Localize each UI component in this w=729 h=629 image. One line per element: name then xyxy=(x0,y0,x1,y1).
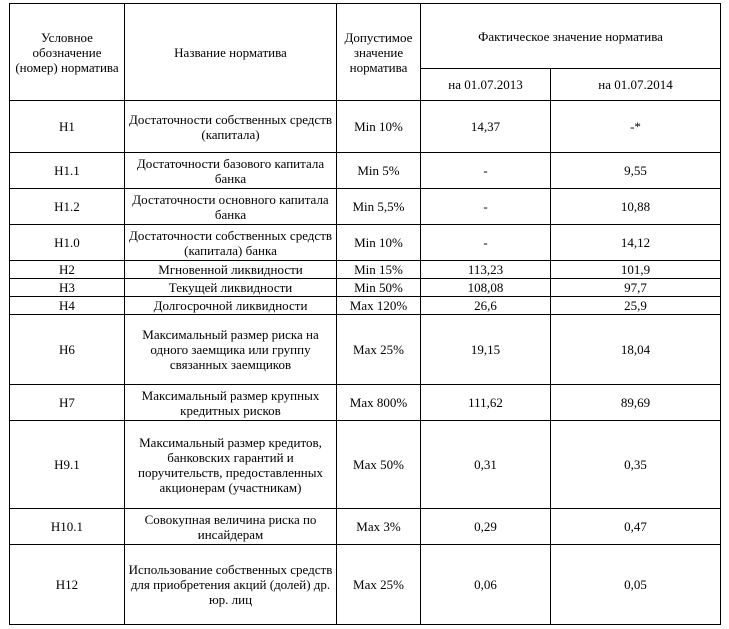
allowed-cell: Max 3% xyxy=(337,509,421,545)
value-2013-cell: - xyxy=(421,189,551,225)
value-2013-cell: 14,37 xyxy=(421,101,551,153)
value-2014-cell: 18,04 xyxy=(551,315,721,385)
table-row xyxy=(10,297,721,315)
header-allowed-cell: Допустимое значение норматива xyxy=(337,4,421,101)
allowed-cell: Max 25% xyxy=(337,315,421,385)
header-code-cell: Условное обозначение (номер) норматива xyxy=(10,4,125,101)
table-row xyxy=(10,545,721,625)
header-row xyxy=(10,4,721,69)
name-cell: Максимальный размер крупных кредитных рисков xyxy=(125,385,337,421)
name-cell: Достаточности основного капитала банка xyxy=(125,189,337,225)
code-cell: Н1.2 xyxy=(10,189,125,225)
header-date-2014: на 01.07.2014 xyxy=(551,69,721,101)
table-row xyxy=(10,421,721,509)
name-cell: Совокупная величина риска по инсайдерам xyxy=(125,509,337,545)
value-2014-cell: 0,35 xyxy=(551,421,721,509)
table-row xyxy=(10,225,721,261)
value-2014-cell: 0,05 xyxy=(551,545,721,625)
value-2013-cell: 26,6 xyxy=(421,297,551,315)
value-2014-cell: -* xyxy=(551,101,721,153)
value-2014-cell: 9,55 xyxy=(551,153,721,189)
table-row xyxy=(10,315,721,385)
value-2013-cell: - xyxy=(421,153,551,189)
value-2014-cell: 14,12 xyxy=(551,225,721,261)
allowed-cell: Max 800% xyxy=(337,385,421,421)
code-cell: Н1.0 xyxy=(10,225,125,261)
name-cell: Максимальный размер кредитов, банковских гарантий и поручительств, предоставленных акционерам (участникам) xyxy=(125,421,337,509)
table-row xyxy=(10,101,721,153)
value-2013-cell: 111,62 xyxy=(421,385,551,421)
value-2013-cell: 108,08 xyxy=(421,279,551,297)
name-cell: Максимальный размер риска на одного заемщика или группу связанных заемщиков xyxy=(125,315,337,385)
allowed-cell: Min 10% xyxy=(337,225,421,261)
code-cell: Н6 xyxy=(10,315,125,385)
value-2014-cell: 101,9 xyxy=(551,261,721,279)
code-cell: Н1 xyxy=(10,101,125,153)
name-cell: Достаточности базового капитала банка xyxy=(125,153,337,189)
value-2013-cell: - xyxy=(421,225,551,261)
code-cell: Н2 xyxy=(10,261,125,279)
table-row xyxy=(10,261,721,279)
value-2014-cell: 0,47 xyxy=(551,509,721,545)
table-row xyxy=(10,509,721,545)
code-cell: Н3 xyxy=(10,279,125,297)
allowed-cell: Min 5% xyxy=(337,153,421,189)
code-cell: Н4 xyxy=(10,297,125,315)
table-row xyxy=(10,153,721,189)
value-2013-cell: 0,06 xyxy=(421,545,551,625)
allowed-cell: Min 50% xyxy=(337,279,421,297)
allowed-cell: Max 50% xyxy=(337,421,421,509)
code-cell: Н7 xyxy=(10,385,125,421)
name-cell: Достаточности собственных средств (капитала) xyxy=(125,101,337,153)
value-2013-cell: 0,29 xyxy=(421,509,551,545)
value-2013-cell: 19,15 xyxy=(421,315,551,385)
header-date-2013: на 01.07.2013 xyxy=(421,69,551,101)
allowed-cell: Min 15% xyxy=(337,261,421,279)
ratios-table xyxy=(9,3,721,625)
name-cell: Мгновенной ликвидности xyxy=(125,261,337,279)
code-cell: Н10.1 xyxy=(10,509,125,545)
value-2014-cell: 10,88 xyxy=(551,189,721,225)
name-cell: Достаточности собственных средств (капитала) банка xyxy=(125,225,337,261)
value-2014-cell: 97,7 xyxy=(551,279,721,297)
name-cell: Текущей ликвидности xyxy=(125,279,337,297)
allowed-cell: Max 25% xyxy=(337,545,421,625)
header-name-cell: Название норматива xyxy=(125,4,337,101)
allowed-cell: Min 10% xyxy=(337,101,421,153)
value-2013-cell: 0,31 xyxy=(421,421,551,509)
allowed-cell: Max 120% xyxy=(337,297,421,315)
name-cell: Использование собственных средств для приобретения акций (долей) др. юр. лиц xyxy=(125,545,337,625)
code-cell: Н12 xyxy=(10,545,125,625)
allowed-cell: Min 5,5% xyxy=(337,189,421,225)
table-row xyxy=(10,189,721,225)
table-row xyxy=(10,279,721,297)
name-cell: Долгосрочной ликвидности xyxy=(125,297,337,315)
value-2014-cell: 25,9 xyxy=(551,297,721,315)
value-2014-cell: 89,69 xyxy=(551,385,721,421)
table-row xyxy=(10,385,721,421)
code-cell: Н1.1 xyxy=(10,153,125,189)
code-cell: Н9.1 xyxy=(10,421,125,509)
header-actual-cell: Фактическое значение норматива xyxy=(421,4,721,69)
value-2013-cell: 113,23 xyxy=(421,261,551,279)
